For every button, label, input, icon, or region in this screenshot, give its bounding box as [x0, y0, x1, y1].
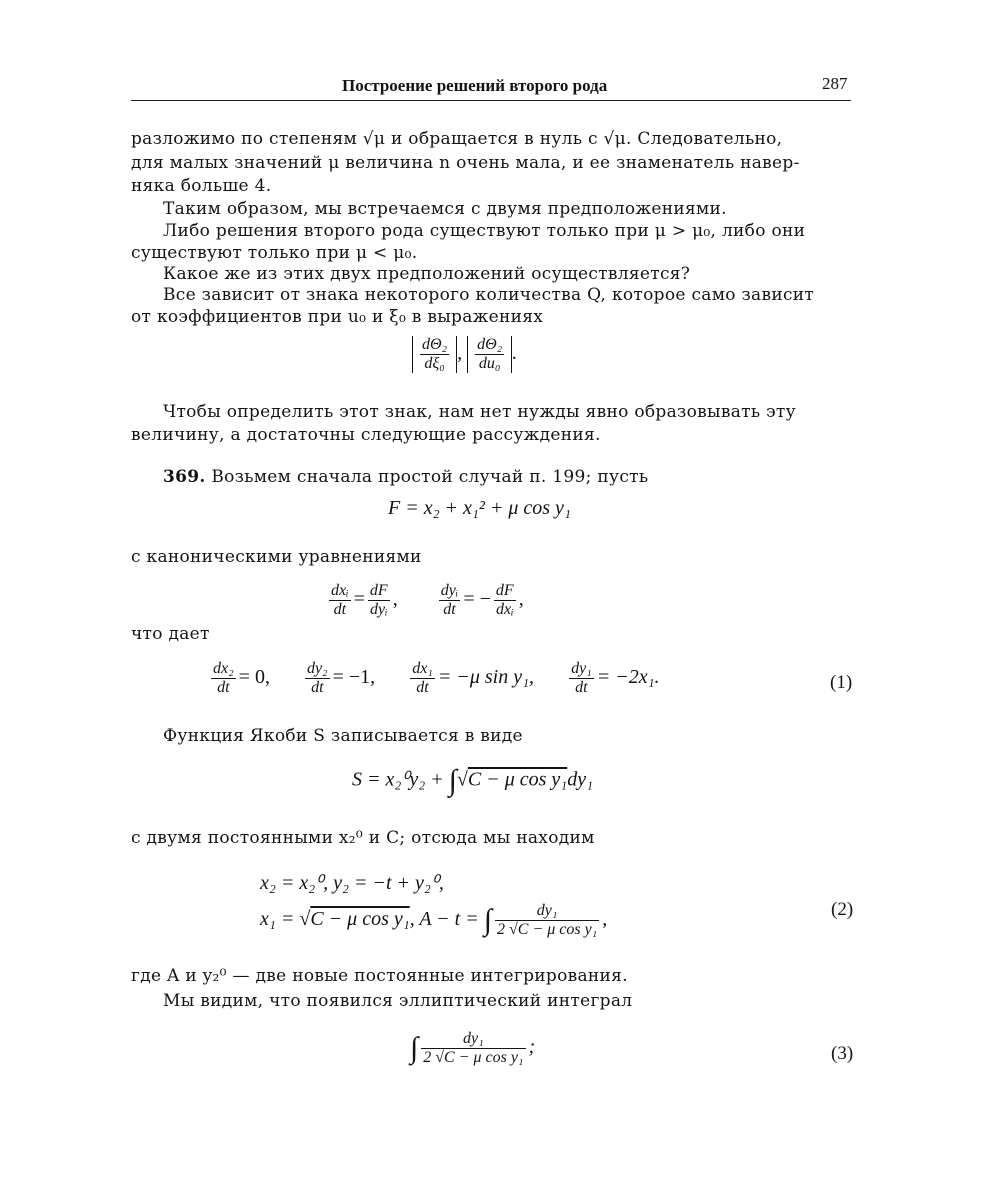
frac-denominator: dξ₀ — [424, 354, 445, 372]
sqrt-sign: √ — [456, 768, 468, 791]
header-rule — [131, 100, 851, 101]
frac-numerator: dyᵢ — [440, 582, 459, 599]
frac-numerator: dΘ₂ — [477, 336, 503, 353]
paragraph-line: с двумя постоянными x₂⁰ и C; отсюда мы находим — [131, 828, 595, 848]
end-mark: . — [512, 342, 518, 365]
paragraph-line: где A и y₂⁰ — две новые постоянные интегрирования. — [131, 966, 628, 986]
frac-numerator: dF — [495, 582, 514, 599]
equation-lhs: S = x₂⁰y₂ + — [352, 768, 444, 791]
paragraph-line: величину, а достаточны следующие рассуждения. — [131, 425, 601, 445]
equals: = — [353, 588, 365, 611]
paragraph-line: от коэффициентов при u₀ и ξ₀ в выражениях — [131, 307, 544, 327]
hamiltonian-equation: F = x₂ + x₁² + μ cos y₁ — [388, 497, 571, 519]
radicand: C − μ cos y₁ — [467, 768, 568, 791]
equation-2-line-2 — [260, 902, 607, 939]
frac-denominator: dyᵢ — [369, 600, 388, 618]
equation-rhs: = −2x₁. — [596, 666, 660, 689]
separator: , — [518, 588, 524, 611]
equation-middle: , A − t = — [409, 908, 479, 931]
equation-lhs: x₁ = √ — [260, 908, 311, 931]
equation-label: (2) — [831, 899, 854, 920]
equation-label: (3) — [831, 1043, 854, 1064]
frac-denominator: dt — [333, 600, 347, 618]
canonical-equations — [326, 582, 524, 619]
paragraph-line: Либо решения второго рода существуют только при μ > μ₀, либо они — [163, 221, 806, 241]
paragraph-line: существуют только при μ < μ₀. — [131, 243, 418, 263]
frac-numerator: dy₁ — [571, 660, 592, 677]
running-header: Построение решений второго рода — [342, 76, 608, 95]
paragraph-line: Таким образом, мы встречаемся с двумя предположениями. — [163, 199, 727, 219]
frac-numerator: dF — [369, 582, 388, 599]
separator: ; — [528, 1036, 536, 1059]
differential: dy₁ — [567, 768, 594, 791]
equation-rhs: = 0, — [238, 666, 270, 689]
frac-denominator: dt — [575, 678, 588, 696]
bracket-expressions — [412, 336, 517, 373]
paragraph-line: Какое же из этих двух предположений осуществляется? — [163, 264, 691, 284]
frac-denominator: dxᵢ — [495, 600, 514, 618]
jacobi-equation — [352, 764, 593, 798]
paragraph-line: Функция Якоби S записывается в виде — [163, 726, 523, 746]
frac-numerator: dy₁ — [421, 1030, 525, 1049]
frac-denominator: dt — [443, 600, 456, 618]
separator: , — [457, 342, 463, 365]
paragraph-line: Мы видим, что появился эллиптический интеграл — [163, 991, 633, 1011]
paragraph-line: с каноническими уравнениями — [131, 547, 422, 567]
paragraph-line: Все зависит от знака некоторого количества Q, которое само зависит — [163, 285, 815, 305]
bracket-left — [412, 336, 457, 373]
frac-numerator: dΘ₂ — [422, 336, 448, 353]
paragraph-line: что дает — [131, 624, 210, 644]
frac-denominator: 2 √C − μ cos y₁ — [423, 1048, 524, 1066]
radicand: C − μ cos y₁ — [310, 908, 410, 931]
frac-numerator: dx₂ — [213, 660, 234, 677]
section-text: Возьмем сначала простой случай п. 199; пусть — [211, 467, 649, 487]
frac-denominator: dt — [217, 678, 230, 696]
frac-numerator: dy₂ — [306, 660, 328, 677]
integral-sign: ∫ — [410, 1031, 419, 1065]
section-number: 369. — [163, 467, 206, 487]
equation-2-line-1: x₂ = x₂⁰, y₂ = −t + y₂⁰, — [260, 872, 444, 894]
separator: , — [602, 908, 608, 931]
frac-numerator: dy₁ — [495, 902, 599, 921]
page-number: 287 — [822, 74, 848, 93]
equals: = − — [463, 588, 491, 611]
equation-1 — [208, 660, 660, 697]
integral-sign: ∫ — [448, 764, 457, 797]
frac-denominator: du₀ — [478, 354, 501, 372]
section-heading — [163, 467, 648, 487]
frac-denominator: dt — [416, 678, 429, 696]
frac-numerator: dxᵢ — [331, 582, 349, 599]
frac-denominator: 2 √C − μ cos y₁ — [496, 920, 598, 938]
bracket-right — [467, 336, 512, 373]
paragraph-line: разложимо по степеням √μ и обращается в нуль с √μ. Следовательно, — [131, 129, 783, 149]
paragraph-line: для малых значений μ величина n очень мала, и ее знаменатель навер- — [131, 153, 800, 173]
equation-rhs: = −μ sin y₁, — [437, 666, 535, 689]
frac-denominator: dt — [311, 678, 324, 696]
integral-sign: ∫ — [483, 903, 492, 937]
equation-rhs: = −1, — [332, 666, 376, 689]
equation-label: (1) — [830, 672, 853, 693]
equation-3 — [410, 1030, 535, 1067]
paragraph-line: няка больше 4. — [131, 176, 272, 196]
paragraph-line: Чтобы определить этот знак, нам нет нужды явно образовывать эту — [163, 402, 796, 422]
separator: , — [392, 588, 398, 611]
frac-numerator: dx₁ — [412, 660, 433, 677]
